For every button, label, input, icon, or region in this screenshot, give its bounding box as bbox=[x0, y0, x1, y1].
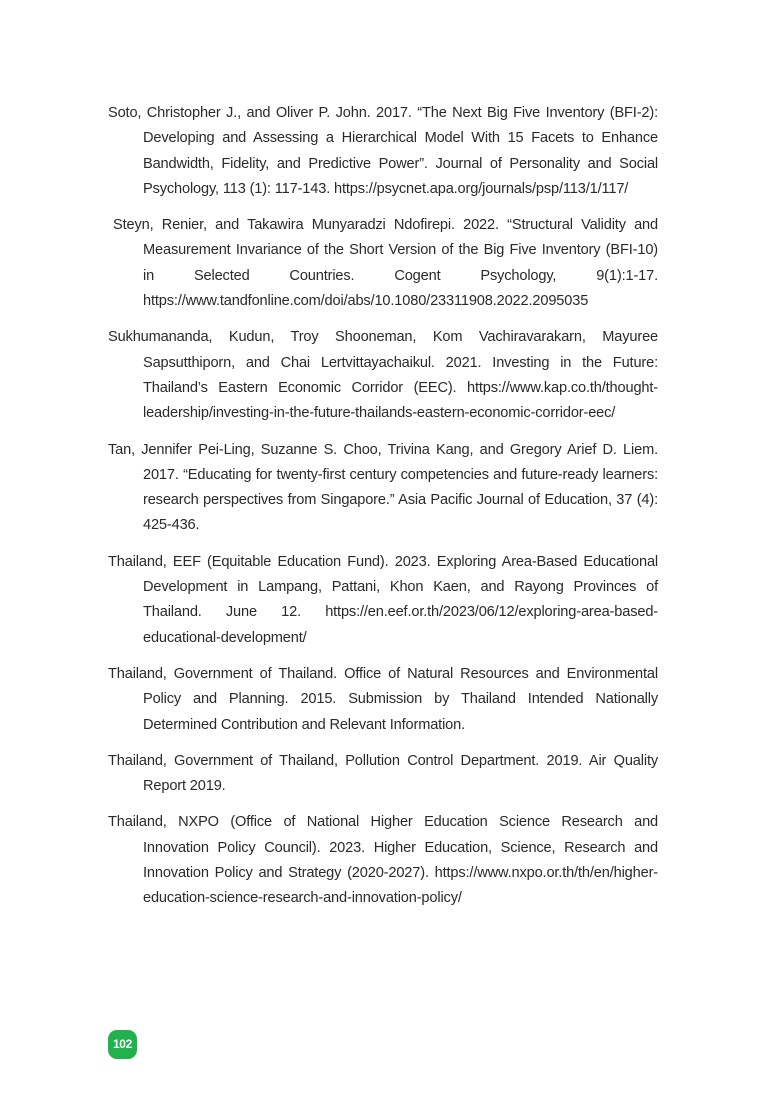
reference-entry-thailand-eef: Thailand, EEF (Equitable Education Fund). 2023. Exploring Area-Based Educational Development in Lampang, Pattani, Khon Kaen, and Rayong Provinces of Thailand. June 12. https://en.eef.or.th/2023/06/12/exploring-area-based-educational-development/ bbox=[108, 553, 658, 646]
reference-entry-sukhumananda: Sukhumananda, Kudun, Troy Shooneman, Kom Vachiravarakarn, Mayuree Sapsutthiporn, and Chai Lertvittayachaikul. 2021. Investing in the Future: Thailand’s Eastern Economic Corridor (EEC). https://www.kap.co.th/thought-leadership/investing-in-the-future-thailands-eastern-economic-corridor-eec/ bbox=[108, 329, 658, 422]
reference-entry-thailand-pcd: Thailand, Government of Thailand, Pollution Control Department. 2019. Air Quality Report 2019. bbox=[108, 752, 658, 795]
reference-entry-thailand-nxpo: Thailand, NXPO (Office of National Higher Education Science Research and Innovation Policy Council). 2023. Higher Education, Science, Research and Innovation Policy and Strategy (2020-2027). https://www.nxpo.or.th/th/en/higher-education-science-research-and-innovation-policy/ bbox=[108, 814, 658, 907]
reference-entry-soto: Soto, Christopher J., and Oliver P. John. 2017. “The Next Big Five Inventory (BFI-2): Developing and Assessing a Hierarchical Model With 15 Facets to Enhance Bandwidth, Fidelity, and Predictive Power”. Journal of Personality and Social Psychology, 113 (1): 117-143. https://psycnet.apa.org/journals/psp/113/1/117/ bbox=[108, 105, 658, 197]
reference-list bbox=[108, 101, 658, 923]
reference-entry-thailand-onep: Thailand, Government of Thailand. Office of Natural Resources and Environmental Policy and Planning. 2015. Submission by Thailand Intended Nationally Determined Contribution and Relevant Information. bbox=[108, 665, 658, 733]
page-number-badge: 102 bbox=[108, 1030, 137, 1059]
reference-entry-steyn: Steyn, Renier, and Takawira Munyaradzi Ndofirepi. 2022. “Structural Validity and Measurement Invariance of the Short Version of the Big Five Inventory (BFI-10) in Selected Countries. Cogent Psychology, 9(1):1-17. https://www.tandfonline.com/doi/abs/10.1080/23311908.2022.2095035 bbox=[113, 217, 658, 310]
reference-entry-tan: Tan, Jennifer Pei-Ling, Suzanne S. Choo, Trivina Kang, and Gregory Arief D. Liem. 2017. “Educating for twenty-first century competencies and future-ready learners: research perspectives from Singapore.” Asia Pacific Journal of Education, 37 (4): 425-436. bbox=[108, 441, 658, 534]
